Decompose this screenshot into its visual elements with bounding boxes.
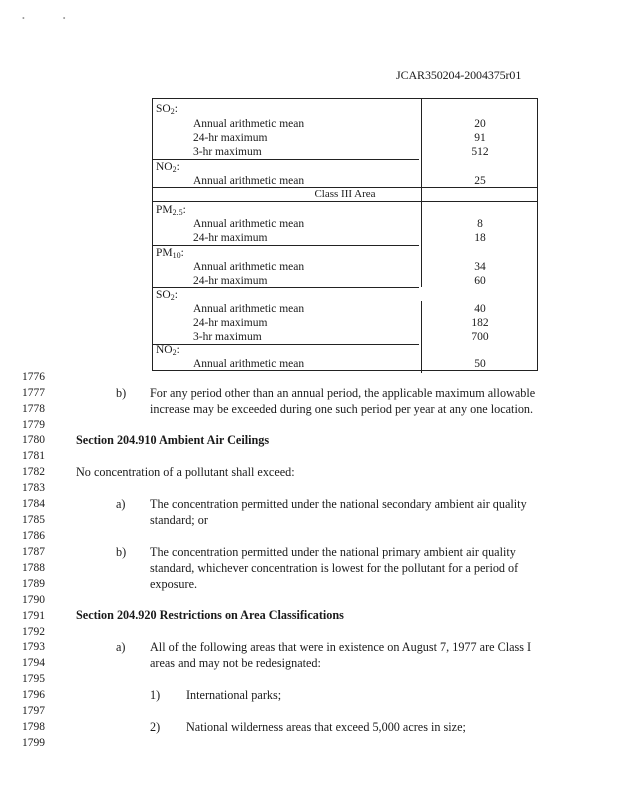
line-number: 1785 — [22, 514, 45, 526]
line-number: 1776 — [22, 371, 45, 383]
item-a-line: areas and may not be redesignated: — [150, 656, 321, 670]
statistic-label: Annual arithmetic mean — [193, 303, 305, 315]
table-rule — [153, 287, 419, 288]
section-intro: No concentration of a pollutant shall exceed: — [76, 465, 295, 479]
line-number: 1788 — [22, 562, 45, 574]
line-number: 1799 — [22, 737, 45, 749]
item-b-line: standard, whichever concentration is lowest for the pollutant for a period of — [150, 561, 519, 575]
pollutant-label: $SO_2$: — [156, 103, 178, 116]
increment-value: 40 — [474, 303, 486, 315]
line-number: 1779 — [22, 419, 45, 431]
increment-value: 50 — [474, 358, 486, 370]
line-number: 1783 — [22, 482, 45, 494]
increment-value: 34 — [474, 261, 486, 273]
increment-value: 700 — [471, 331, 489, 343]
increment-value: 512 — [471, 146, 489, 158]
line-number: 1798 — [22, 721, 45, 733]
subsection-b-line: For any period other than an annual period, the applicable maximum allowable — [150, 386, 536, 400]
line-number: 1794 — [22, 657, 45, 669]
item-label-a: a) — [116, 497, 126, 511]
line-number: 1784 — [22, 498, 45, 510]
increment-value: 60 — [474, 275, 486, 287]
table-rule — [153, 201, 537, 202]
line-number: 1778 — [22, 403, 45, 415]
line-number: 1780 — [22, 434, 45, 446]
increment-value: 20 — [474, 118, 486, 130]
statistic-label: 24-hr maximum — [193, 317, 268, 329]
line-number: 1787 — [22, 546, 45, 558]
pollutant-label: $PM_{10}$: — [156, 247, 184, 260]
line-number: 1781 — [22, 450, 45, 462]
line-number: 1777 — [22, 387, 45, 399]
table-rule — [153, 245, 419, 246]
statistic-label: 24-hr maximum — [193, 132, 268, 144]
subsection-label-b: b) — [116, 386, 127, 400]
statistic-label: 24-hr maximum — [193, 275, 268, 287]
line-number: 1792 — [22, 626, 45, 638]
increment-value: 8 — [477, 218, 483, 230]
line-number: 1791 — [22, 610, 45, 622]
line-number: 1797 — [22, 705, 45, 717]
statistic-label: 24-hr maximum — [193, 232, 268, 244]
increment-value: 25 — [474, 175, 486, 187]
statistic-label: Annual arithmetic mean — [193, 358, 305, 370]
increment-value: 182 — [471, 317, 489, 329]
table-rule — [153, 344, 419, 345]
increment-value: 18 — [474, 232, 486, 244]
item-label-a: a) — [116, 640, 126, 654]
section-heading-204-910: Section 204.910 Ambient Air Ceilings — [76, 433, 270, 447]
item-a-line: standard; or — [150, 513, 208, 527]
line-number: 1789 — [22, 578, 45, 590]
item-a-line: All of the following areas that were in existence on August 7, 1977 are Class I — [150, 640, 532, 654]
line-number: 1782 — [22, 466, 45, 478]
pollutant-label: $NO_2$: — [156, 161, 180, 174]
line-number: 1790 — [22, 594, 45, 606]
list-item-label: 1) — [150, 688, 161, 702]
statistic-label: Annual arithmetic mean — [193, 118, 305, 130]
statistic-label: Annual arithmetic mean — [193, 175, 305, 187]
margin-marks: • • — [22, 14, 84, 23]
statistic-label: 3-hr maximum — [193, 331, 262, 343]
subsection-b-line: increase may be exceeded during one such period per year at any one location. — [150, 402, 534, 416]
document-id: JCAR350204-2004375r01 — [396, 68, 522, 82]
list-item-text: National wilderness areas that exceed 5,000 acres in size; — [186, 720, 466, 734]
item-b-line: The concentration permitted under the national primary ambient air quality — [150, 545, 516, 559]
statistic-label: Annual arithmetic mean — [193, 218, 305, 230]
item-b-line: exposure. — [150, 577, 198, 591]
increment-value: 91 — [474, 132, 486, 144]
class-iii-area-heading: Class III Area — [314, 188, 376, 200]
statistic-label: Annual arithmetic mean — [193, 261, 305, 273]
pollutant-label: $PM_{2.5}$: — [156, 204, 186, 217]
list-item-label: 2) — [150, 720, 161, 734]
table-rule — [153, 159, 419, 160]
item-a-line: The concentration permitted under the national secondary ambient air quality — [150, 497, 527, 511]
line-number: 1795 — [22, 673, 45, 685]
pollutant-label: $NO_2$: — [156, 344, 180, 357]
line-number: 1786 — [22, 530, 45, 542]
pollutant-label: $SO_2$: — [156, 289, 178, 302]
statistic-label: 3-hr maximum — [193, 146, 262, 158]
line-number: 1796 — [22, 689, 45, 701]
line-number: 1793 — [22, 641, 45, 653]
section-heading-204-920: Section 204.920 Restrictions on Area Classifications — [76, 608, 344, 622]
item-label-b: b) — [116, 545, 127, 559]
list-item-text: International parks; — [186, 688, 282, 702]
pollutant-increment-table — [152, 98, 538, 371]
